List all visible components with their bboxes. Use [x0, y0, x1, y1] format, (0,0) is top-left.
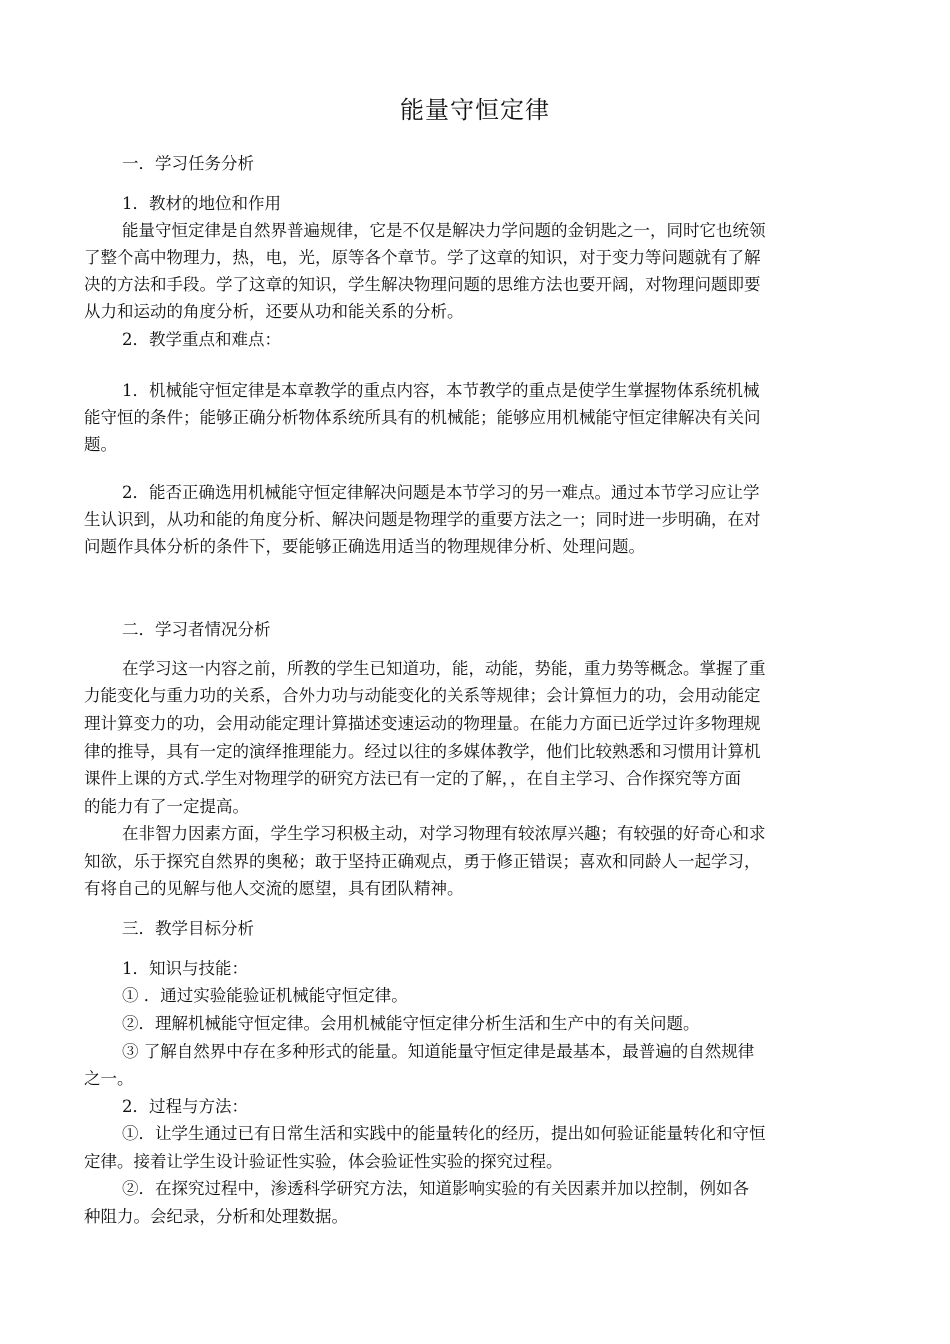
subheading-1-2: 2．教学重点和难点： — [122, 330, 281, 349]
paragraph-line: 的能力有了一定提高。 — [84, 797, 249, 816]
section-heading-2: 二．学习者情况分析 — [122, 620, 271, 639]
paragraph-line: 从力和运动的角度分析，还要从功和能关系的分析。 — [84, 302, 464, 321]
document-title: 能量守恒定律 — [400, 96, 550, 124]
paragraph-line: 种阻力。会纪录，分析和处理数据。 — [84, 1207, 348, 1226]
list-item: ① ．通过实验能验证机械能守恒定律。 — [122, 986, 408, 1005]
paragraph-line: 2．能否正确选用机械能守恒定律解决问题是本节学习的另一难点。通过本节学习应让学 — [122, 483, 760, 502]
paragraph-line: 力能变化与重力功的关系，合外力功与动能变化的关系等规律；会计算恒力的功，会用动能定 — [84, 686, 761, 705]
list-item: ①．让学生通过已有日常生活和实践中的能量转化的经历，提出如何验证能量转化和守恒 — [122, 1124, 766, 1143]
paragraph-line: 定律。接着让学生设计验证性实验，体会验证性实验的探究过程。 — [84, 1152, 563, 1171]
paragraph-line: 理计算变力的功，会用动能定理计算描述变速运动的物理量。在能力方面已近学过许多物理规 — [84, 714, 761, 733]
paragraph-line: 之一。 — [84, 1069, 134, 1088]
paragraph-line: 决的方法和手段。学了这章的知识，学生解决物理问题的思维方法也要开阔，对物理问题即要 — [84, 275, 761, 294]
subheading-3-2: 2．过程与方法： — [122, 1097, 248, 1116]
paragraph-line: 知欲，乐于探究自然界的奥秘；敢于坚持正确观点，勇于修正错误；喜欢和同龄人一起学习， — [84, 852, 761, 871]
subheading-3-1: 1．知识与技能： — [122, 959, 248, 978]
paragraph-line: 能量守恒定律是自然界普遍规律，它是不仅是解决力学问题的金钥匙之一，同时它也统领 — [122, 221, 766, 240]
list-item: ②．理解机械能守恒定律。会用机械能守恒定律分析生活和生产中的有关问题。 — [122, 1014, 700, 1033]
paragraph-line: 1．机械能守恒定律是本章教学的重点内容，本节教学的重点是使学生掌握物体系统机械 — [122, 381, 760, 400]
list-item: ②．在探究过程中，渗透科学研究方法，知道影响实验的有关因素并加以控制，例如各 — [122, 1179, 749, 1198]
paragraph-line: 了整个高中物理力，热，电，光，原等各个章节。学了这章的知识，对于变力等问题就有了解 — [84, 248, 761, 267]
paragraph-line: 课件上课的方式.学生对物理学的研究方法已有一定的了解，，在自主学习、合作探究等方面 — [84, 769, 741, 788]
paragraph-line: 生认识到，从功和能的角度分析、解决问题是物理学的重要方法之一；同时进一步明确，在对 — [84, 510, 761, 529]
paragraph-line: 有将自己的见解与他人交流的愿望，具有团队精神。 — [84, 879, 464, 898]
paragraph-line: 律的推导，具有一定的演绎推理能力。经过以往的多媒体教学，他们比较熟悉和习惯用计算机 — [84, 742, 761, 761]
section-heading-3: 三．教学目标分析 — [122, 919, 254, 938]
paragraph-line: 在学习这一内容之前，所教的学生已知道功，能，动能，势能，重力势等概念。掌握了重 — [122, 659, 766, 678]
section-heading-1: 一．学习任务分析 — [122, 154, 254, 173]
paragraph-line: 能守恒的条件；能够正确分析物体系统所具有的机械能；能够应用机械能守恒定律解决有关问 — [84, 408, 761, 427]
paragraph-line: 在非智力因素方面，学生学习积极主动，对学习物理有较浓厚兴趣；有较强的好奇心和求 — [122, 824, 766, 843]
paragraph-line: 题。 — [84, 435, 117, 454]
paragraph-line: 问题作具体分析的条件下，要能够正确选用适当的物理规律分析、处理问题。 — [84, 537, 645, 556]
list-item: ③ 了解自然界中存在多种形式的能量。知道能量守恒定律是最基本，最普遍的自然规律 — [122, 1042, 755, 1061]
subheading-1-1: 1．教材的地位和作用 — [122, 194, 281, 213]
